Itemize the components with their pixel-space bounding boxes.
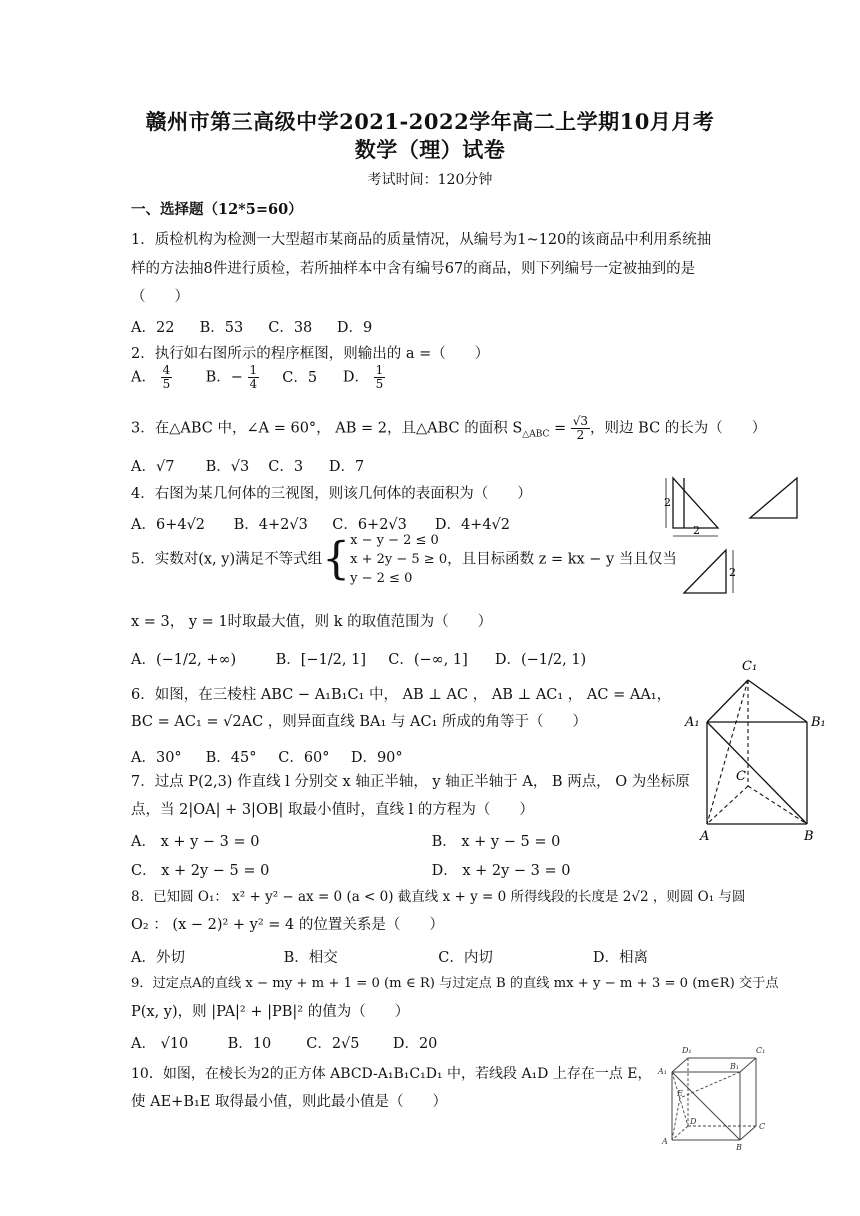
cube-label-b1: B₁ [730,1062,740,1071]
prism-label-c1: C₁ [742,659,758,674]
cube-label-d: D [690,1117,697,1126]
q9-options [131,1032,437,1053]
q7-option-c: C． x + 2y − 5 = 0 [131,863,270,879]
three-views-figure [660,470,810,610]
q3-options [131,455,385,476]
fig4-label-2a: 2 [664,496,671,509]
q3-option-c: C．3 [268,459,304,475]
q2-option-c: C．5 [282,369,318,386]
prism-label-c: C [736,769,746,784]
q7-line2: 点，当 2|OA| + 3|OB| 取最小值时，直线 l 的方程为（ ） [131,802,534,818]
q8-option-c: C．内切 [438,950,493,966]
prism-figure [680,652,830,842]
fig4-label-2b: 2 [693,524,700,537]
q1-line3: （ ） [131,289,189,305]
q7-line1: 7．过点 P(2,3) 作直线 l 分别交 x 轴正半轴， y 轴正半轴于 A， B 两点， O 为坐标原 [131,774,690,790]
q6-option-c: C．60° [278,750,330,766]
q2-text: 2．执行如右图所示的程序框图，则输出的 a =（ ） [131,346,490,362]
q9-line1: 9．过定点A的直线 x − my + m + 1 = 0 (m ∈ R) 与过定点 B 的直线 mx + y − m + 3 = 0 (m∈R) 交于点 [131,976,779,991]
q5-option-b: B．[−1/2, 1] [275,652,367,668]
cube-label-a: A [662,1137,668,1146]
q1-option-a: A．22 [131,320,175,336]
q6-line1: 6．如图，在三棱柱 ABC − A₁B₁C₁ 中， AB ⊥ AC ， AB ⊥ AC₁ ， AC = AA₁， [131,687,672,703]
q1-option-b: B．53 [199,320,244,336]
cube-label-e: E [677,1089,683,1098]
q5-line2: x = 3， y = 1时取最大值，则 k 的取值范围为（ ） [131,614,493,630]
q6-option-d: D．90° [350,750,403,766]
q3-option-d: D．7 [328,459,365,475]
cube-label-c1: C₁ [756,1046,766,1055]
top-view-triangle [684,550,726,593]
cube-label-d1: D₁ [682,1046,692,1055]
q5-options [131,648,595,669]
q2-option-b: B．− $\frac{1}{4}$ [205,363,258,391]
q1-option-d: D．9 [336,320,373,336]
q8-option-d: D．相离 [592,950,648,966]
q7-option-d: D． x + 2y − 3 = 0 [431,863,571,879]
prism-label-b1: B₁ [811,715,826,730]
q2-option-d: D． $\frac{1}{5}$ [342,363,384,391]
q3-text: 3．在△ABC 中，∠A = 60°， AB = 2，且△ABC 的面积 $S_{\triangle ABC}$ = $\frac{√3}{2}$ ，则边 BC 的长为（ ） [131,414,767,442]
exam-time: 考试时间：120分钟 [367,172,493,188]
front-view-triangle [673,478,718,528]
q3-option-b: B．√3 [205,459,250,475]
q10-line2: 使 AE+B₁E 取得最小值，则此最小值是（ ） [131,1094,447,1110]
q8-line1: 8．已知圆 O₁： x² + y² − ax = 0 (a < 0) 截直线 x + y = 0 所得线段的长度是 2√2 ，则圆 O₁ 与圆 [131,889,746,905]
q1-option-c: C．38 [268,320,313,336]
q1-line2: 样的方法抽8件进行质检，若所抽样本中含有编号67的商品，则下列编号一定被抽到的是 [131,261,696,277]
q6-option-b: B．45° [205,750,257,766]
q9-option-b: B．10 [227,1036,272,1052]
q5-system: x − y − 2 ≤ 0 x + 2y − 5 ≥ 0 y − 2 ≤ 0 [350,533,448,586]
q7-option-b: B． x + y − 5 = 0 [431,834,561,850]
q5-text: 5．实数对(x, y)满足不等式组{ x − y − 2 ≤ 0 x + 2y − 5 ≥ 0 y − 2 ≤ 0 ，且目标函数 z = kx − y 当且仅当 [131,533,677,586]
exam-title-line2: 数学（理）试卷 [354,137,506,162]
q2-options [131,364,403,391]
q2-option-a: A． $\frac{4}{5}$ [131,363,171,391]
q9-line2: P(x, y)，则 |PA|² + |PB|² 的值为（ ） [131,1004,410,1020]
q6-options [131,746,419,767]
q9-option-a: A． √10 [131,1036,189,1052]
fig4-label-2c: 2 [729,566,736,579]
cube-label-a1: A₁ [658,1067,667,1076]
q1-options [131,316,401,337]
q5-option-d: D．(−1/2, 1) [494,652,587,668]
cube-figure [652,1040,772,1155]
q8-option-b: B．相交 [283,950,338,966]
q8-options [131,946,648,967]
q7-options-row2 [131,859,571,880]
q10-line1: 10．如图，在棱长为2的正方体 ABCD-A₁B₁C₁D₁ 中，若线段 A₁D 上存在一点 E， [131,1066,652,1082]
q7-options-row1 [131,830,560,851]
section-heading: 一、选择题（12*5=60） [131,201,303,218]
q4-text: 4．右图为某几何体的三视图，则该几何体的表面积为（ ） [131,486,532,502]
q3-option-a: A．√7 [131,459,175,475]
cube-label-b: B [736,1143,742,1152]
q4-option-d: D．4+4√2 [434,517,511,533]
prism-label-a1: A₁ [685,715,700,730]
q6-line2: BC = AC₁ = √2AC ，则异面直线 BA₁ 与 AC₁ 所成的角等于（ ） [131,714,588,730]
q4-option-c: C．6+2√3 [332,517,407,533]
q7-option-a: A． x + y − 3 = 0 [131,834,260,850]
q9-option-d: D．20 [392,1036,438,1052]
q8-line2: O₂ ： (x − 2)² + y² = 4 的位置关系是（ ） [131,917,444,933]
q6-option-a: A．30° [131,750,182,766]
cube-label-c: C [759,1122,766,1131]
q4-option-b: B．4+2√3 [233,517,308,533]
q4-option-a: A．6+4√2 [131,517,206,533]
exam-title-line1: 赣州市第三高级中学2021-2022学年高二上学期10月月考 [145,109,715,134]
prism-label-b: B [804,829,814,842]
q8-option-a: A．外切 [131,950,185,966]
side-view-triangle [750,478,797,518]
q9-option-c: C．2√5 [306,1036,360,1052]
q5-option-c: C．(−∞, 1] [388,652,468,668]
q1-line1: 1．质检机构为检测一大型超市某商品的质量情况，从编号为1~120的该商品中利用系统抽 [131,232,712,248]
prism-label-a: A [700,829,710,842]
q5-option-a: A．(−1/2, +∞) [131,652,237,668]
